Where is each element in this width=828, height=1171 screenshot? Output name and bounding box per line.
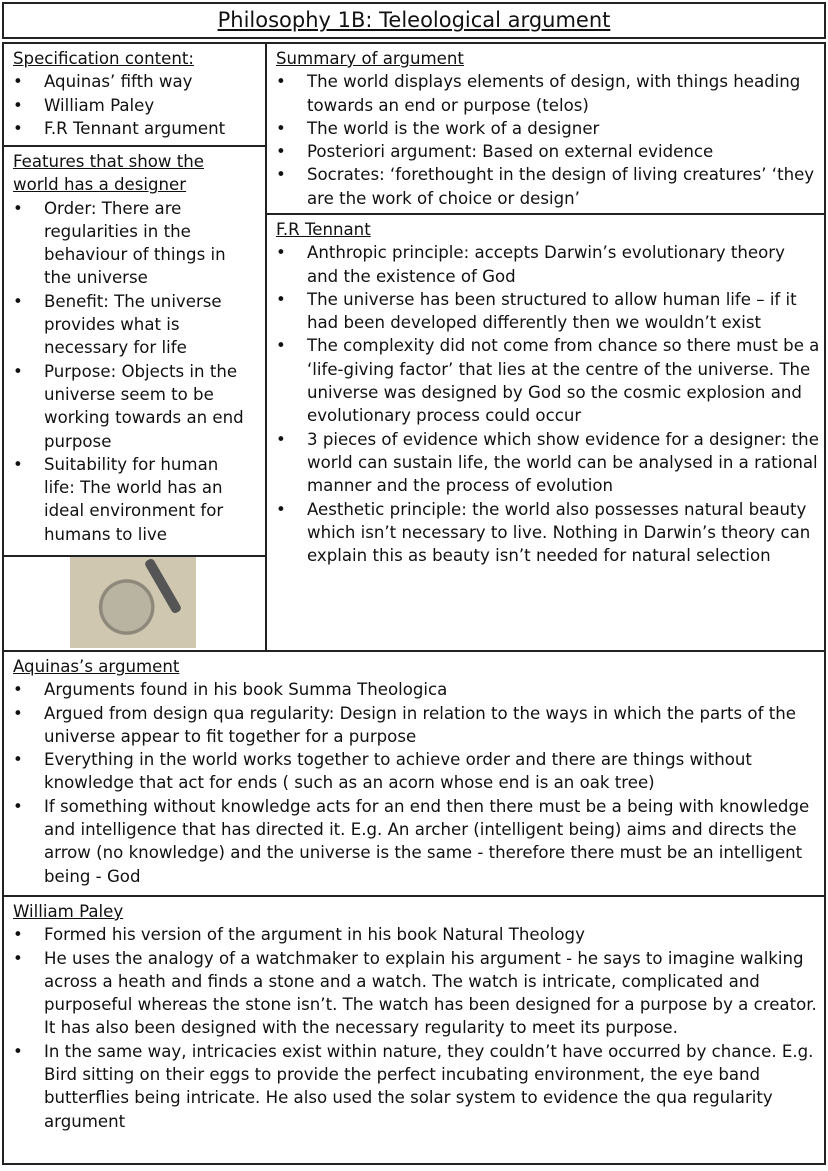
list-item: • 3 pieces of evidence which show evidence for a designer: the world can sustain life, the world can be analysed in a rational manner and the process of evolution: [276, 428, 820, 498]
spec-heading: Specification content:: [13, 49, 194, 68]
list-item: • Benefit: The universe provides what is necessary for life: [13, 290, 245, 360]
features-section: [2, 145, 267, 557]
tennant-section: [265, 213, 826, 652]
list-item: • F.R Tennant argument: [13, 117, 259, 140]
list-item: • Order: There are regularities in the behaviour of things in the universe: [13, 197, 245, 290]
list-item: • The universe has been structured to allow human life – if it had been developed differently then we wouldn’t exist: [276, 288, 820, 335]
aquinas-list: [13, 678, 810, 888]
paley-section: [2, 895, 826, 1165]
spec-list: [13, 70, 259, 140]
aquinas-heading: Aquinas’s argument: [13, 657, 180, 676]
features-heading: Features that show the world has a designer: [13, 152, 204, 195]
tennant-heading: F.R Tennant: [276, 220, 371, 239]
list-item: • Everything in the world works together to achieve order and there are things without knowledge that act for ends ( such as an acorn whose end is an oak tree): [13, 748, 810, 795]
list-item: • He uses the analogy of a watchmaker to explain his argument - he says to imagine walking across a heath and finds a stone and a watch. The watch is intricate, complicated and purposeful whereas the stone isn’t. The watch has been designed for a purpose by a creator. It has also been designed with the necessary regularity to meet its purpose.: [13, 947, 818, 1040]
spec-section: [2, 42, 267, 147]
list-item: • Suitability for human life: The world has an ideal environment for humans to live: [13, 453, 245, 546]
paley-list: [13, 923, 818, 1133]
summary-section: [265, 42, 826, 215]
list-item: • The complexity did not come from chance so there must be a ‘life-giving factor’ that lies at the centre of the universe. The universe was designed by God so the cosmic explosion and evolutionary process could occur: [276, 334, 820, 427]
list-item: • Purpose: Objects in the universe seem to be working towards an end purpose: [13, 360, 245, 453]
tennant-list: [276, 241, 820, 567]
paley-heading: William Paley: [13, 902, 124, 921]
page-title: [2, 2, 826, 39]
list-item: • Anthropic principle: accepts Darwin’s evolutionary theory and the existence of God: [276, 241, 820, 288]
list-item: • The world is the work of a designer: [276, 117, 818, 140]
list-item: • Formed his version of the argument in his book Natural Theology: [13, 923, 818, 946]
list-item: • Argued from design qua regularity: Design in relation to the ways in which the parts of the universe appear to fit together for a purpose: [13, 702, 810, 749]
summary-heading: Summary of argument: [276, 49, 464, 68]
list-item: • William Paley: [13, 94, 259, 117]
list-item: • Aquinas’ fifth way: [13, 70, 259, 93]
list-item: • The world displays elements of design, with things heading towards an end or purpose (telos): [276, 70, 818, 117]
list-item: • In the same way, intricacies exist within nature, they couldn’t have occurred by chance. E.g. Bird sitting on their eggs to provide the perfect incubating environment, the eye band butterflies being intricate. He also used the solar system to evidence the qua regularity argument: [13, 1040, 818, 1133]
title-text: Philosophy 1B: Teleological argument: [217, 8, 611, 32]
list-item: • Socrates: ‘forethought in the design of living creatures’ ‘they are the work of choice or design’: [276, 163, 818, 210]
list-item: • If something without knowledge acts for an end then there must be a being with knowledge and intelligence that has directed it. E.g. An archer (intelligent being) aims and directs the arrow (no knowledge) and the universe is the same - therefore there must be an intelligent being - God: [13, 795, 810, 888]
list-item: • Aesthetic principle: the world also possesses natural beauty which isn’t necessary to live. Nothing in Darwin’s theory can explain this as beauty isn’t needed for natural selection: [276, 498, 820, 568]
list-item: • Posteriori argument: Based on external evidence: [276, 140, 818, 163]
aquinas-section: [2, 650, 826, 897]
features-list: [13, 197, 245, 546]
list-item: • Arguments found in his book Summa Theologica: [13, 678, 810, 701]
summary-list: [276, 70, 818, 210]
